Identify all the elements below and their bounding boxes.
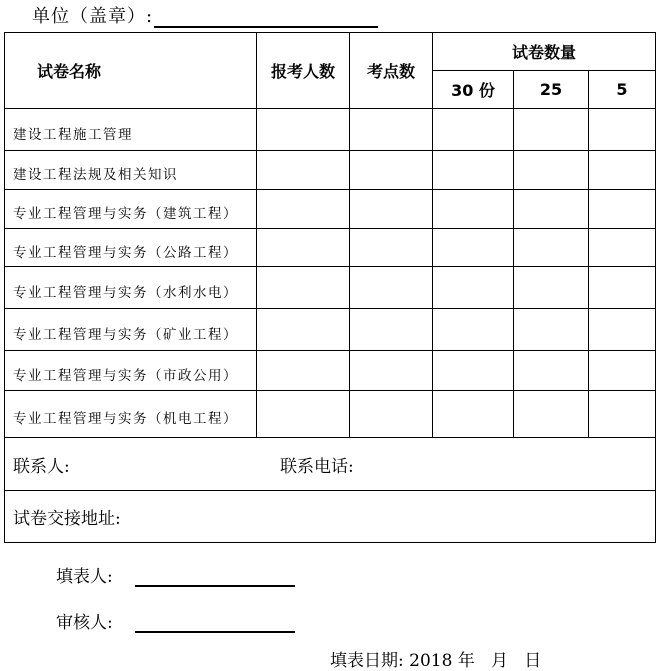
applicants-cell[interactable] xyxy=(257,229,350,267)
header-exam-sites: 考点数 xyxy=(350,33,433,109)
paper-name: 专业工程管理与实务（矿业工程） xyxy=(5,309,257,351)
reviewer-label: 审核人: xyxy=(56,613,113,633)
table-row xyxy=(5,267,656,309)
header-qty-30: 30 份 xyxy=(433,71,514,109)
qty30-cell[interactable] xyxy=(433,309,514,351)
header-qty-5: 5 xyxy=(589,71,656,109)
qty25-cell[interactable] xyxy=(514,309,589,351)
unit-input-line[interactable] xyxy=(154,6,378,28)
exam-paper-form-table xyxy=(4,32,656,543)
table-row xyxy=(5,229,656,267)
paper-name: 专业工程管理与实务（机电工程） xyxy=(5,391,257,438)
table-row xyxy=(5,190,656,229)
applicants-cell[interactable] xyxy=(257,267,350,309)
qty5-cell[interactable] xyxy=(589,391,656,438)
table-row xyxy=(5,351,656,391)
reviewer-signature-line[interactable] xyxy=(135,611,295,633)
header-paper-name: 试卷名称 xyxy=(5,33,257,109)
qty30-cell[interactable] xyxy=(433,391,514,438)
qty25-cell[interactable] xyxy=(514,229,589,267)
qty30-cell[interactable] xyxy=(433,190,514,229)
header-qty-25: 25 xyxy=(514,71,589,109)
sites-cell[interactable] xyxy=(350,151,433,190)
table-row xyxy=(5,151,656,190)
qty5-cell[interactable] xyxy=(589,351,656,391)
sites-cell[interactable] xyxy=(350,391,433,438)
header-paper-quantity: 试卷数量 xyxy=(433,33,656,71)
unit-label: 单位（盖章）: xyxy=(32,6,154,27)
qty5-cell[interactable] xyxy=(589,229,656,267)
qty30-cell[interactable] xyxy=(433,351,514,391)
qty5-cell[interactable] xyxy=(589,267,656,309)
unit-seal-line xyxy=(32,0,378,28)
paper-name: 建设工程法规及相关知识 xyxy=(5,151,257,190)
paper-name: 专业工程管理与实务（公路工程） xyxy=(5,229,257,267)
applicants-cell[interactable] xyxy=(257,309,350,351)
qty30-cell[interactable] xyxy=(433,151,514,190)
sites-cell[interactable] xyxy=(350,351,433,391)
qty25-cell[interactable] xyxy=(514,109,589,151)
qty5-cell[interactable] xyxy=(589,309,656,351)
qty5-cell[interactable] xyxy=(589,151,656,190)
table-row xyxy=(5,391,656,438)
qty5-cell[interactable] xyxy=(589,190,656,229)
contact-person-label: 联系人: xyxy=(13,456,70,477)
fill-date: 填表日期: 2018 年 月 日 xyxy=(330,651,542,671)
sites-cell[interactable] xyxy=(350,190,433,229)
paper-name: 专业工程管理与实务（水利水电） xyxy=(5,267,257,309)
applicants-cell[interactable] xyxy=(257,151,350,190)
header-applicants: 报考人数 xyxy=(257,33,350,109)
sites-cell[interactable] xyxy=(350,109,433,151)
qty25-cell[interactable] xyxy=(514,391,589,438)
filler-signature-row xyxy=(56,562,295,587)
applicants-cell[interactable] xyxy=(257,351,350,391)
handover-address-label: 试卷交接地址: xyxy=(13,509,121,529)
paper-name: 专业工程管理与实务（建筑工程） xyxy=(5,190,257,229)
filler-signature-line[interactable] xyxy=(135,565,295,587)
paper-name: 专业工程管理与实务（市政公用） xyxy=(5,351,257,391)
sites-cell[interactable] xyxy=(350,229,433,267)
table-row xyxy=(5,309,656,351)
address-cell[interactable] xyxy=(5,491,656,543)
applicants-cell[interactable] xyxy=(257,109,350,151)
qty25-cell[interactable] xyxy=(514,151,589,190)
qty25-cell[interactable] xyxy=(514,190,589,229)
contact-cell[interactable] xyxy=(5,438,656,491)
applicants-cell[interactable] xyxy=(257,391,350,438)
applicants-cell[interactable] xyxy=(257,190,350,229)
qty30-cell[interactable] xyxy=(433,229,514,267)
table-row xyxy=(5,109,656,151)
filler-label: 填表人: xyxy=(56,567,113,587)
reviewer-signature-row xyxy=(56,608,295,633)
paper-name: 建设工程施工管理 xyxy=(5,109,257,151)
qty30-cell[interactable] xyxy=(433,267,514,309)
contact-phone-label: 联系电话: xyxy=(280,456,354,477)
address-row xyxy=(5,491,656,543)
qty25-cell[interactable] xyxy=(514,351,589,391)
sites-cell[interactable] xyxy=(350,267,433,309)
qty5-cell[interactable] xyxy=(589,109,656,151)
qty25-cell[interactable] xyxy=(514,267,589,309)
sites-cell[interactable] xyxy=(350,309,433,351)
qty30-cell[interactable] xyxy=(433,109,514,151)
contact-row xyxy=(5,438,656,491)
